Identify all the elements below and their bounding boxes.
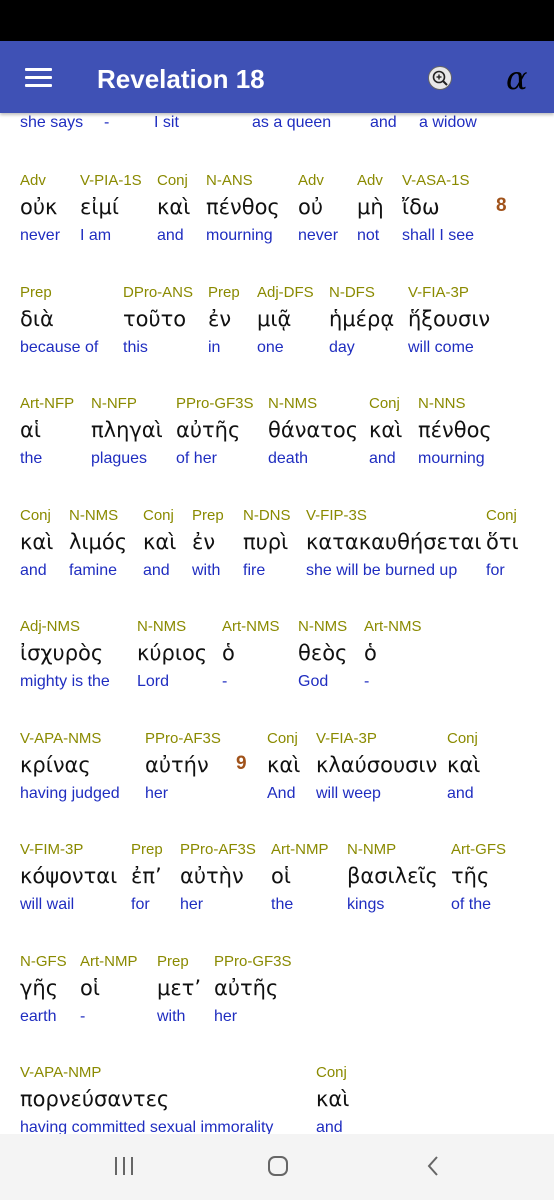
word-cell[interactable] xyxy=(418,394,492,469)
parsing-code: Art-NMP xyxy=(80,953,138,970)
english-gloss: will weep xyxy=(316,785,381,802)
parsing-code: N-DFS xyxy=(329,284,375,301)
status-bar xyxy=(0,0,554,41)
greek-word: πένθος xyxy=(418,418,492,442)
parsing-code: V-PIA-1S xyxy=(80,172,142,189)
english-gloss: and xyxy=(447,785,474,802)
greek-word: οἱ xyxy=(271,864,291,888)
greek-word: καὶ xyxy=(143,530,177,554)
greek-word: πληγαὶ xyxy=(91,418,163,442)
word-cell[interactable] xyxy=(329,283,394,358)
parsing-code: Prep xyxy=(208,284,240,301)
parsing-code: N-ANS xyxy=(206,172,253,189)
greek-word: κόψονται xyxy=(20,864,118,888)
english-gloss: And xyxy=(267,785,296,802)
word-cell[interactable] xyxy=(20,506,53,581)
parsing-code: N-NFP xyxy=(91,395,137,412)
parsing-code: Art-NMS xyxy=(222,618,280,635)
word-cell[interactable] xyxy=(347,840,438,915)
parsing-code: V-ASA-1S xyxy=(402,172,470,189)
word-cell[interactable] xyxy=(157,952,201,1027)
greek-word: καὶ xyxy=(316,1087,350,1111)
word-cell[interactable] xyxy=(20,952,67,1027)
word-cell[interactable] xyxy=(257,283,314,358)
greek-word: διὰ xyxy=(20,307,54,331)
english-gloss: because of xyxy=(20,339,99,356)
word-cell[interactable] xyxy=(243,506,291,581)
greek-word: ἰσχυρὸς xyxy=(20,641,104,665)
english-gloss: earth xyxy=(20,1008,57,1025)
english-gloss: will wail xyxy=(20,896,75,913)
english-gloss: and xyxy=(316,1119,343,1134)
word-cell[interactable] xyxy=(447,729,480,804)
parsing-code: Conj xyxy=(143,507,174,524)
parsing-code: N-NNS xyxy=(418,395,466,412)
greek-word: τοῦτο xyxy=(123,307,187,331)
word-cell[interactable] xyxy=(69,506,127,581)
english-gloss: fire xyxy=(243,562,266,579)
english-gloss: death xyxy=(268,450,309,467)
verse-number: 8 xyxy=(496,195,507,216)
parsing-code: N-NMP xyxy=(347,841,397,858)
greek-word: οἱ xyxy=(80,976,100,1000)
parsing-code: PPro-AF3S xyxy=(180,841,256,858)
word-cell[interactable] xyxy=(208,283,240,358)
word-cell[interactable] xyxy=(143,506,176,581)
greek-word: τῆς xyxy=(451,864,490,888)
greek-word: αὐτῆς xyxy=(176,418,241,442)
alpha-icon[interactable]: α xyxy=(506,59,528,97)
english-gloss: kings xyxy=(347,896,385,913)
word-cell[interactable] xyxy=(222,617,280,692)
word-cell[interactable] xyxy=(402,171,474,246)
parsing-code: V-APA-NMS xyxy=(20,730,102,747)
english-gloss: she will be burned up xyxy=(306,562,458,579)
parsing-code: Prep xyxy=(157,953,189,970)
greek-word: ὅτι xyxy=(486,530,519,554)
english-gloss: for xyxy=(486,562,505,579)
word-cell[interactable] xyxy=(20,840,117,915)
word-cell[interactable] xyxy=(316,729,437,804)
english-gloss: never xyxy=(20,227,61,244)
parsing-code: Art-NMS xyxy=(364,618,422,635)
english-gloss: and xyxy=(370,114,397,131)
english-gloss: of her xyxy=(176,450,217,467)
greek-word: καὶ xyxy=(447,753,481,777)
app-bar xyxy=(0,41,554,113)
english-gloss: in xyxy=(208,339,221,356)
greek-word: αὐτήν xyxy=(145,753,209,777)
english-gloss: Lord xyxy=(137,673,170,690)
greek-word: λιμός xyxy=(69,530,128,554)
parsing-code: Art-NMP xyxy=(271,841,329,858)
english-gloss: with xyxy=(192,562,221,579)
english-gloss: this xyxy=(123,339,148,356)
word-cell[interactable] xyxy=(316,1063,349,1134)
home-icon[interactable] xyxy=(266,1154,290,1183)
english-gloss: and xyxy=(369,450,396,467)
word-cell[interactable] xyxy=(357,171,384,246)
word-cell[interactable] xyxy=(80,952,138,1027)
hamburger-menu-icon[interactable] xyxy=(25,68,52,88)
greek-word: πένθος xyxy=(206,195,280,219)
english-gloss: and xyxy=(143,562,170,579)
greek-word: γῆς xyxy=(20,976,59,1000)
word-cell[interactable] xyxy=(176,394,254,469)
greek-word: καὶ xyxy=(20,530,54,554)
english-gloss: her xyxy=(214,1008,238,1025)
english-gloss: famine xyxy=(69,562,118,579)
greek-word: καὶ xyxy=(369,418,403,442)
parsing-code: Prep xyxy=(131,841,163,858)
greek-word: ἐν xyxy=(208,307,232,331)
parsing-code: PPro-GF3S xyxy=(214,953,292,970)
greek-word: ἐπ’ xyxy=(131,864,162,888)
parsing-code: N-NMS xyxy=(69,507,119,524)
greek-word: θάνατος xyxy=(268,418,359,442)
english-gloss: the xyxy=(20,450,43,467)
parsing-code: V-APA-NMP xyxy=(20,1064,102,1081)
system-nav-bar xyxy=(0,1134,554,1200)
english-gloss: day xyxy=(329,339,355,356)
greek-word: αἱ xyxy=(20,418,41,442)
parsing-code: Conj xyxy=(486,507,517,524)
parsing-code: Conj xyxy=(20,507,51,524)
word-cell[interactable] xyxy=(268,394,358,469)
english-gloss: - xyxy=(104,114,110,131)
english-gloss: one xyxy=(257,339,284,356)
parsing-code: Conj xyxy=(369,395,400,412)
greek-word: ἐν xyxy=(192,530,216,554)
english-gloss: plagues xyxy=(91,450,148,467)
parsing-code: Adv xyxy=(20,172,46,189)
parsing-code: V-FIM-3P xyxy=(20,841,84,858)
parsing-code: N-NMS xyxy=(268,395,318,412)
greek-word: πυρὶ xyxy=(243,530,289,554)
greek-word: κατακαυθήσεται xyxy=(306,530,482,554)
english-gloss: - xyxy=(80,1008,86,1025)
greek-word: οὐ xyxy=(298,195,323,219)
zoom-in-icon[interactable] xyxy=(428,66,452,90)
word-cell[interactable] xyxy=(20,394,74,469)
recent-apps-icon[interactable] xyxy=(112,1154,136,1183)
parsing-code: N-GFS xyxy=(20,953,67,970)
parsing-code: Conj xyxy=(267,730,298,747)
parsing-code: Art-NFP xyxy=(20,395,75,412)
english-gloss: she says xyxy=(20,114,84,131)
english-gloss: as a queen xyxy=(252,114,332,131)
greek-word: μετ’ xyxy=(157,976,202,1000)
parsing-code: V-FIP-3S xyxy=(306,507,367,524)
parsing-code: Conj xyxy=(316,1064,347,1081)
word-cell[interactable] xyxy=(214,952,292,1027)
word-cell[interactable] xyxy=(123,283,193,358)
english-gloss: for xyxy=(131,896,150,913)
parsing-code: N-DNS xyxy=(243,507,291,524)
english-gloss: - xyxy=(222,673,228,690)
word-cell[interactable] xyxy=(131,840,163,915)
word-cell[interactable] xyxy=(306,506,482,581)
greek-word: κύριος xyxy=(137,641,208,665)
parsing-code: Adv xyxy=(298,172,324,189)
english-gloss: mourning xyxy=(418,450,485,467)
interlinear-content[interactable] xyxy=(0,113,554,1134)
greek-word: ἴδω xyxy=(402,195,440,219)
english-gloss: I sit xyxy=(154,114,179,131)
parsing-code: N-NMS xyxy=(298,618,348,635)
english-gloss: mighty is the xyxy=(20,673,110,690)
word-cell[interactable] xyxy=(451,840,506,915)
word-cell[interactable] xyxy=(20,1063,273,1134)
english-gloss: - xyxy=(364,673,370,690)
english-gloss: having committed sexual immorality xyxy=(20,1119,274,1134)
parsing-code: PPro-GF3S xyxy=(176,395,254,412)
english-gloss: with xyxy=(157,1008,186,1025)
verse-number: 9 xyxy=(236,753,247,774)
greek-word: πορνεύσαντες xyxy=(20,1087,170,1111)
greek-word: μὴ xyxy=(357,195,384,219)
parsing-code: PPro-AF3S xyxy=(145,730,221,747)
parsing-code: Art-GFS xyxy=(451,841,506,858)
word-cell[interactable] xyxy=(180,840,256,915)
greek-word: αὐτῆς xyxy=(214,976,279,1000)
english-gloss: never xyxy=(298,227,339,244)
word-cell[interactable] xyxy=(271,840,329,915)
parsing-code: V-FIA-3P xyxy=(408,284,469,301)
word-cell[interactable] xyxy=(298,617,347,692)
word-cell[interactable] xyxy=(20,171,60,246)
word-cell[interactable] xyxy=(20,283,98,358)
english-gloss: her xyxy=(180,896,204,913)
back-icon[interactable] xyxy=(422,1154,446,1183)
english-gloss: a widow xyxy=(419,114,477,131)
parsing-code: Adv xyxy=(357,172,383,189)
parsing-code: DPro-ANS xyxy=(123,284,194,301)
word-cell[interactable] xyxy=(91,394,163,469)
word-cell[interactable] xyxy=(137,617,207,692)
greek-word: μιᾷ xyxy=(257,307,292,331)
english-gloss: having judged xyxy=(20,785,120,802)
greek-word: ἡμέρᾳ xyxy=(329,307,395,331)
parsing-code: N-NMS xyxy=(137,618,187,635)
word-cell[interactable] xyxy=(192,506,224,581)
english-gloss: shall I see xyxy=(402,227,475,244)
parsing-code: Prep xyxy=(20,284,52,301)
english-gloss: and xyxy=(20,562,47,579)
greek-word: κρίνας xyxy=(20,753,91,777)
greek-word: εἰμί xyxy=(80,195,119,219)
word-cell[interactable] xyxy=(364,617,422,692)
english-gloss: mourning xyxy=(206,227,273,244)
parsing-code: Conj xyxy=(447,730,478,747)
parsing-code: Adj-NMS xyxy=(20,618,81,635)
english-gloss: not xyxy=(357,227,380,244)
greek-word: ὁ xyxy=(222,641,235,665)
greek-word: οὐκ xyxy=(20,195,58,219)
page-title: Revelation 18 xyxy=(97,64,265,94)
english-gloss: the xyxy=(271,896,294,913)
english-gloss: and xyxy=(157,227,184,244)
greek-word: θεὸς xyxy=(298,641,348,665)
parsing-code: Adj-DFS xyxy=(257,284,314,301)
parsing-code: V-FIA-3P xyxy=(316,730,377,747)
word-cell[interactable] xyxy=(206,171,280,246)
greek-word: ὁ xyxy=(364,641,377,665)
english-gloss: will come xyxy=(408,339,474,356)
word-cell[interactable] xyxy=(369,394,402,469)
word-cell[interactable] xyxy=(157,171,190,246)
english-gloss: God xyxy=(298,673,329,690)
english-gloss: of the xyxy=(451,896,492,913)
greek-word: ἥξουσιν xyxy=(408,307,491,331)
greek-word: κλαύσουσιν xyxy=(316,753,438,777)
word-cell[interactable] xyxy=(80,171,142,246)
word-cell[interactable] xyxy=(267,729,300,804)
greek-word: αὐτὴν xyxy=(180,864,244,888)
english-gloss: her xyxy=(145,785,169,802)
word-cell[interactable] xyxy=(20,729,120,804)
greek-word: καὶ xyxy=(267,753,301,777)
word-cell[interactable] xyxy=(408,283,490,358)
greek-word: βασιλεῖς xyxy=(347,864,438,888)
english-gloss: I am xyxy=(80,227,112,244)
word-cell[interactable] xyxy=(486,506,519,581)
word-cell[interactable] xyxy=(20,617,110,692)
parsing-code: Prep xyxy=(192,507,224,524)
word-cell[interactable] xyxy=(145,729,221,804)
parsing-code: Conj xyxy=(157,172,188,189)
greek-word: καὶ xyxy=(157,195,191,219)
word-cell[interactable] xyxy=(298,171,338,246)
